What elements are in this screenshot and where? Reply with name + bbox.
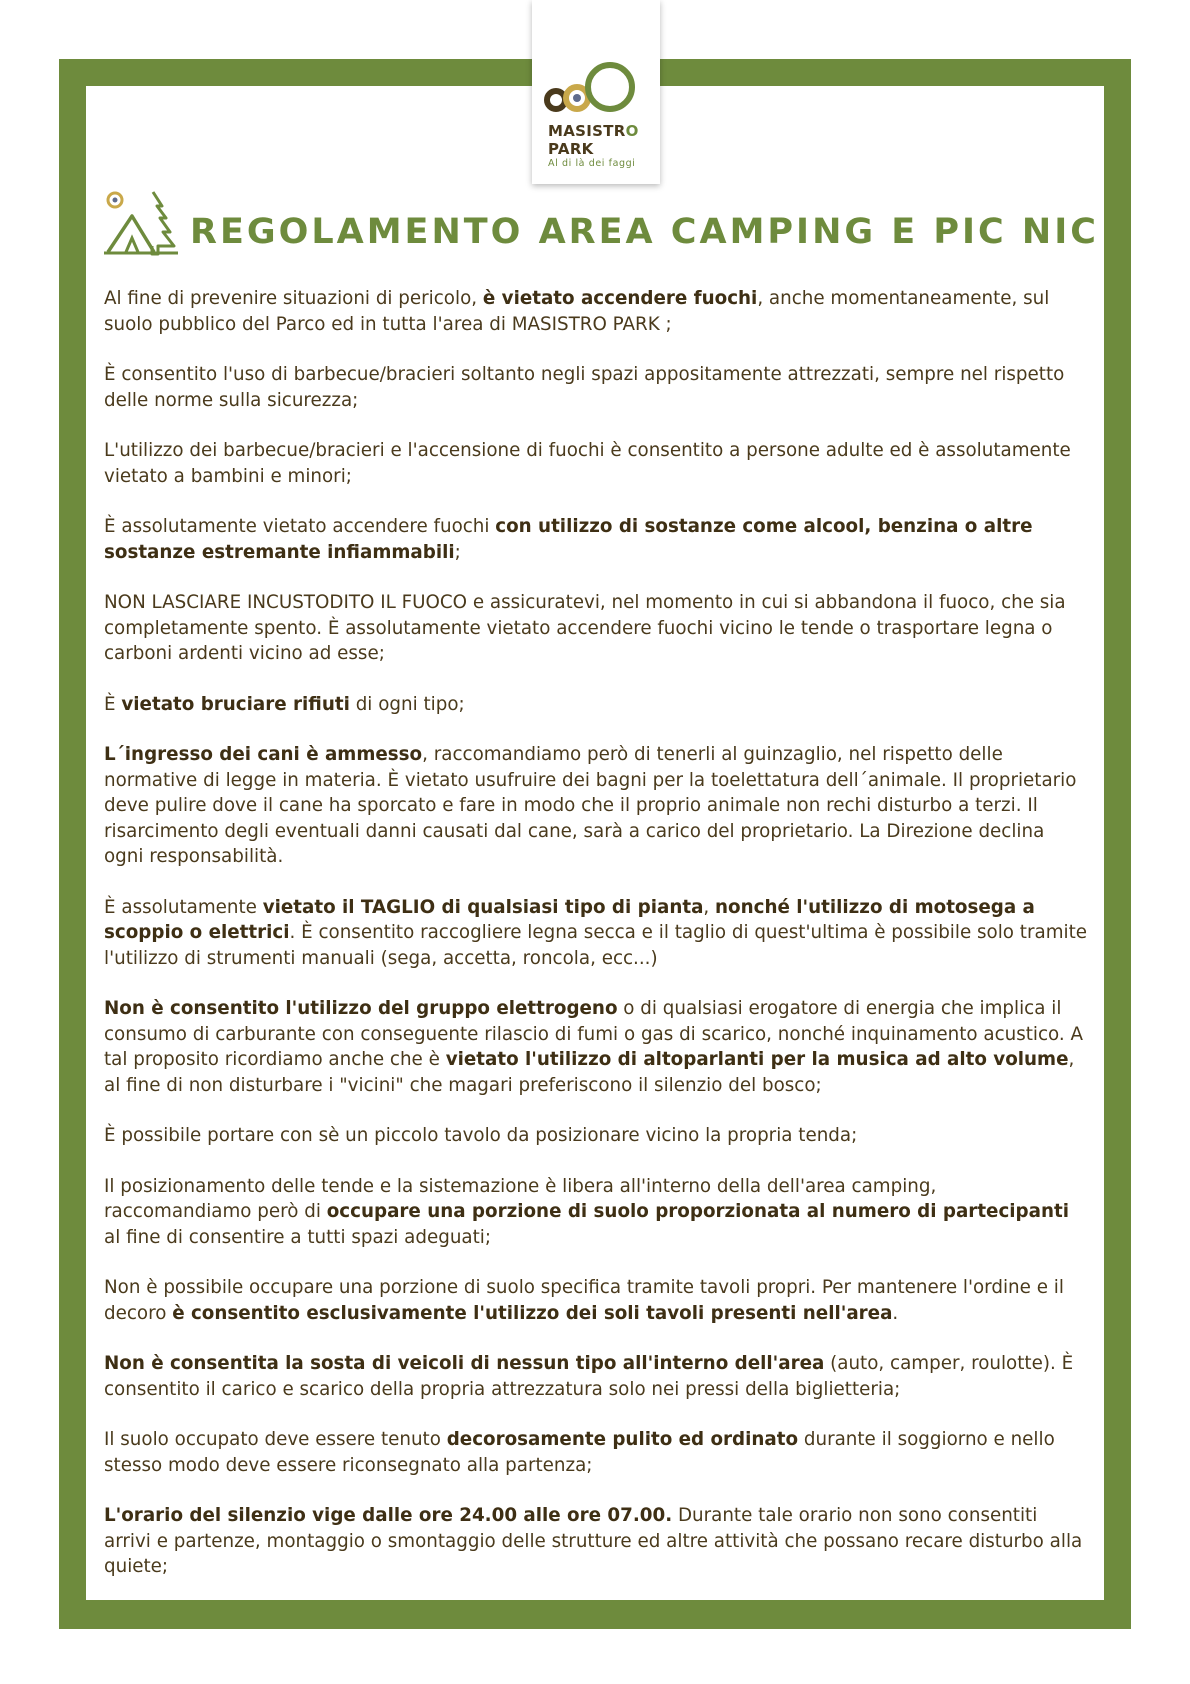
rule-text: . È consentito raccogliere legna secca e il taglio di quest'ultima è possibile solo tramite l'utilizzo di strumenti manuali (sega, accetta, roncola, ecc...) bbox=[104, 922, 1087, 969]
rule-text: Non è possibile occupare una porzione di suolo specifica tramite tavoli propri. Per mantenere l'ordine e il decoro bbox=[104, 1277, 1064, 1324]
rule-emphasis: L'orario del silenzio vige dalle ore 24.00 alle ore 07.00. bbox=[104, 1505, 673, 1526]
rule-paragraph bbox=[104, 1123, 1089, 1149]
rule-emphasis: con utilizzo di sostanze come alcool, benzina o altre sostanze estremante infiammabili bbox=[104, 516, 1033, 563]
rule-text: (auto, camper, roulotte). È consentito il carico e scarico della propria attrezzatura solo nei pressi della biglietteria; bbox=[104, 1353, 1074, 1400]
camping-tent-tree-icon bbox=[104, 190, 178, 256]
rule-emphasis: vietato il TAGLIO di qualsiasi tipo di pianta bbox=[262, 896, 704, 918]
rule-text: al fine di consentire a tutti spazi adeguati; bbox=[104, 1226, 492, 1248]
rule-text: NON LASCIARE INCUSTODITO IL FUOCO e assicuratevi, nel momento in cui si abbandona il fuoco, che sia completamente spento. È assolutamente vietato accendere fuochi vicino le tende o trasportare legna o carboni ardenti vicino ad esse; bbox=[104, 592, 1066, 664]
rule-text: È assolutamente bbox=[104, 896, 263, 918]
rule-paragraph bbox=[104, 1427, 1089, 1478]
rule-text: di ogni tipo; bbox=[349, 693, 465, 715]
rule-text: È bbox=[104, 693, 122, 715]
rule-text: Durante tale orario non sono consentiti arrivi e partenze, montaggio o smontaggio delle strutture ed altre attività che possano recare disturbo alla quiete; bbox=[104, 1505, 1083, 1577]
rule-paragraph bbox=[104, 1503, 1089, 1580]
rule-emphasis: è vietato accendere fuochi bbox=[482, 288, 758, 309]
rule-text: L'utilizzo dei barbecue/bracieri e l'accensione di fuochi è consentito a persone adulte ed è assolutamente vietato a bambini e minori; bbox=[104, 440, 1071, 487]
rule-text: È assolutamente vietato accendere fuochi bbox=[104, 516, 496, 537]
rule-text: , anche momentaneamente, sul suolo pubblico del Parco ed in tutta l'area di MASISTRO PARK ; bbox=[104, 288, 1050, 335]
rule-paragraph bbox=[104, 742, 1089, 870]
rule-text: Al fine di prevenire situazioni di pericolo, bbox=[104, 288, 483, 309]
rule-paragraph bbox=[104, 590, 1089, 667]
rule-text: , al fine di non disturbare i "vicini" che magari preferiscono il silenzio del bosco; bbox=[104, 1049, 1075, 1096]
rule-text: , raccomandiamo però di tenerli al guinzaglio, nel rispetto delle normative di legge in materia. È vietato usufruire dei bagni per la toelettatura dell´animale. Il proprietario deve pulire dove il cane ha sporcato e fare in modo che il proprio animale non rechi disturbo a terzi. Il risarcimento degli eventuali danni causati dal cane, sarà a carico del proprietario. La Direzione declina ogni responsabilità. bbox=[104, 744, 1077, 867]
rule-paragraph bbox=[104, 996, 1089, 1098]
rule-emphasis: vietato l'utilizzo di altoparlanti per la musica ad alto volume bbox=[445, 1049, 1069, 1070]
rule-text: o di qualsiasi erogatore di energia che implica il consumo di carburante con conseguente rilascio di fumi o gas di scarico, nonché inquinamento acustico. A tal proposito ricordiamo anche che è bbox=[104, 998, 1084, 1070]
rule-text: ; bbox=[454, 541, 461, 563]
rule-text: È possibile portare con sè un piccolo tavolo da posizionare vicino la propria tenda; bbox=[104, 1125, 858, 1146]
rule-paragraph bbox=[104, 362, 1089, 413]
logo-name-line1: MASISTRO bbox=[548, 122, 639, 140]
rule-paragraph bbox=[104, 1275, 1089, 1326]
rule-text: , bbox=[703, 896, 716, 918]
rule-emphasis: occupare una porzione di suolo proporzionata al numero di partecipanti bbox=[326, 1201, 1069, 1222]
rule-emphasis: è consentito esclusivamente l'utilizzo dei soli tavoli presenti nell'area bbox=[172, 1302, 893, 1324]
rule-text: . bbox=[892, 1302, 899, 1324]
logo-tagline: Al di là dei faggi bbox=[548, 158, 636, 169]
rule-paragraph bbox=[104, 438, 1089, 489]
rule-emphasis: nonché l'utilizzo di motosega a scoppio o elettrici bbox=[104, 896, 1035, 943]
rule-emphasis: decorosamente pulito ed ordinato bbox=[446, 1429, 799, 1450]
rules-list bbox=[104, 286, 1089, 1605]
rule-paragraph bbox=[104, 692, 1089, 718]
rule-text: durante il soggiorno e nello stesso modo deve essere riconsegnato alla partenza; bbox=[104, 1429, 1055, 1476]
logo-circles-icon bbox=[542, 58, 652, 122]
rule-emphasis: vietato bruciare rifiuti bbox=[121, 693, 350, 715]
page-title: REGOLAMENTO AREA CAMPING E PIC NIC bbox=[190, 212, 1099, 252]
rule-paragraph bbox=[104, 286, 1089, 337]
rule-emphasis: Non è consentita la sosta di veicoli di nessun tipo all'interno dell'area bbox=[104, 1353, 825, 1374]
logo-tab bbox=[532, 0, 660, 184]
rule-emphasis: Non è consentito l'utilizzo del gruppo elettrogeno bbox=[104, 998, 618, 1019]
rule-text: Il suolo occupato deve essere tenuto bbox=[104, 1429, 447, 1450]
rule-paragraph bbox=[104, 514, 1089, 565]
rule-paragraph bbox=[104, 1351, 1089, 1402]
rule-paragraph bbox=[104, 1174, 1089, 1251]
rule-text: Il posizionamento delle tende e la sistemazione è libera all'interno della dell'area camping, raccomandiamo però di bbox=[104, 1175, 937, 1222]
logo-name-line2: PARK bbox=[548, 140, 594, 158]
rule-emphasis: L´ingresso dei cani è ammesso bbox=[104, 744, 423, 765]
rule-paragraph bbox=[104, 895, 1089, 972]
rule-text: È consentito l'uso di barbecue/bracieri soltanto negli spazi appositamente attrezzati, sempre nel rispetto delle norme sulla sicurezza; bbox=[104, 364, 1065, 411]
